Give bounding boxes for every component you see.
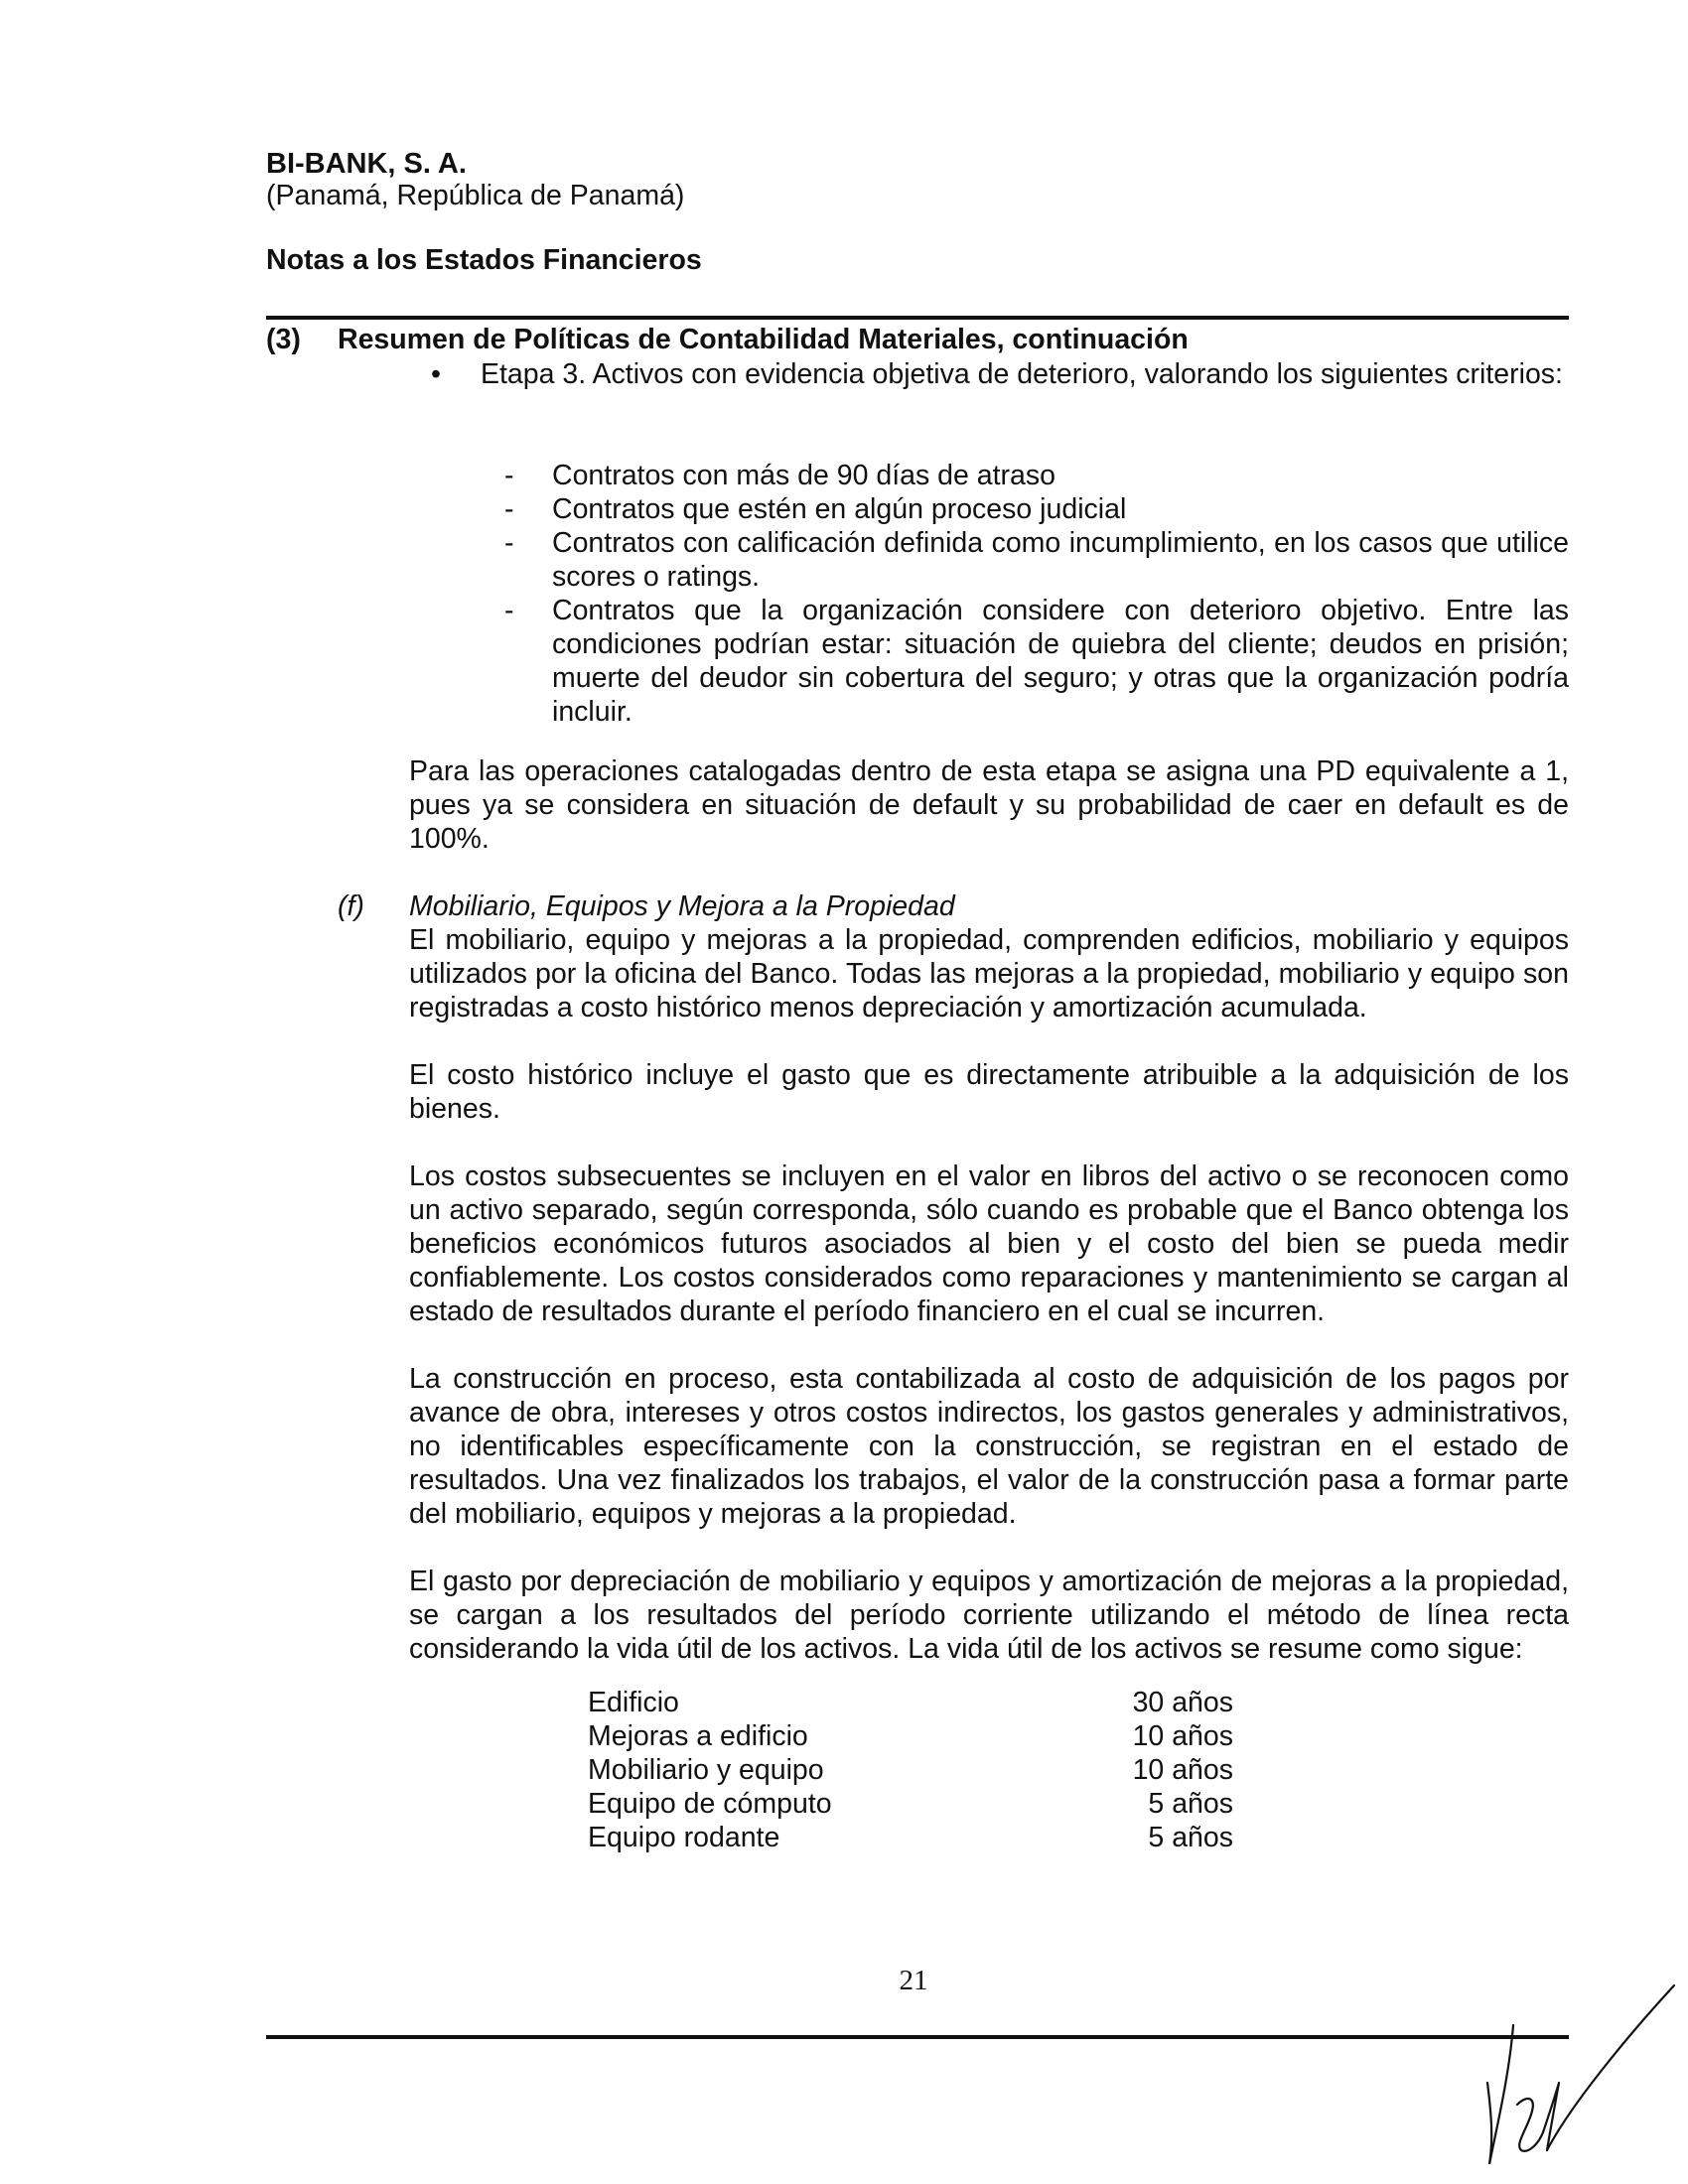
criteria-text: Contratos con más de 90 días de atraso bbox=[552, 460, 1055, 491]
stage3-pd-paragraph: Para las operaciones catalogadas dentro de esta etapa se asigna una PD equivalente a 1, pues ya se considera en situación de default y su probabilidad de caer en default es de 100%. bbox=[409, 755, 1569, 855]
criteria-text: Contratos con calificación definida como incumplimiento, en los casos que utilice scores o ratings. bbox=[552, 527, 1569, 593]
criteria-item bbox=[504, 594, 1569, 729]
asset-life: 5 años bbox=[1148, 1822, 1233, 1853]
signature-icon bbox=[1479, 1966, 1678, 2164]
paragraph: El costo histórico incluye el gasto que es directamente atribuible a la adquisición de los bienes. bbox=[409, 1059, 1569, 1125]
asset-name: Edificio bbox=[588, 1687, 679, 1718]
header-divider bbox=[266, 316, 1569, 320]
criteria-text: Contratos que estén en algún proceso judicial bbox=[552, 493, 1127, 525]
criteria-item bbox=[504, 459, 1569, 492]
paragraph: Los costos subsecuentes se incluyen en el valor en libros del activo o se reconocen como un activo separado, según corresponda, sólo cuando es probable que el Banco obtenga los beneficios económicos futuros asociados al bien y el costo del bien se pueda medir confiablemente. Los costos considerados como reparaciones y mantenimiento se cargan al estado de resultados durante el período financiero en el cual se incurren. bbox=[409, 1160, 1569, 1327]
dash-icon: - bbox=[504, 527, 514, 559]
section-title: Resumen de Políticas de Contabilidad Materiales, continuación bbox=[338, 324, 1189, 355]
table-row bbox=[588, 1787, 1233, 1821]
table-row bbox=[588, 1686, 1233, 1719]
asset-life: 10 años bbox=[1132, 1754, 1233, 1786]
document-title: Notas a los Estados Financieros bbox=[266, 244, 702, 276]
table-row bbox=[588, 1719, 1233, 1753]
subsection-letter: (f) bbox=[338, 890, 364, 922]
company-location: (Panamá, República de Panamá) bbox=[266, 180, 685, 211]
asset-life: 5 años bbox=[1148, 1788, 1233, 1820]
footer-divider bbox=[266, 2035, 1569, 2039]
page-number: 21 bbox=[899, 1965, 928, 1996]
asset-name: Equipo de cómputo bbox=[588, 1788, 832, 1820]
asset-life: 10 años bbox=[1132, 1720, 1233, 1752]
section-number: (3) bbox=[266, 324, 301, 355]
bullet-icon: • bbox=[431, 358, 441, 390]
company-name: BI-BANK, S. A. bbox=[266, 148, 467, 180]
stage3-description: Etapa 3. Activos con evidencia objetiva de deterioro, valorando los siguientes criterios: bbox=[481, 358, 1563, 390]
paragraph: La construcción en proceso, esta contabilizada al costo de adquisición de los pagos por avance de obra, intereses y otros costos indirectos, los gastos generales y administrativos, no identificables específicamente con la construcción, se registran en el estado de resultados. Una vez finalizados los trabajos, el valor de la construcción pasa a formar parte del mobiliario, equipos y mejoras a la propiedad. bbox=[409, 1363, 1569, 1530]
useful-life-table bbox=[588, 1686, 1233, 1854]
asset-life: 30 años bbox=[1132, 1687, 1233, 1718]
dash-icon: - bbox=[504, 460, 514, 491]
table-row bbox=[588, 1753, 1233, 1787]
paragraph: El gasto por depreciación de mobiliario y equipos y amortización de mejoras a la propiedad, se cargan a los resultados del período corriente utilizando el método de línea recta considerando la vida útil de los activos. La vida útil de los activos se resume como sigue: bbox=[409, 1566, 1569, 1665]
asset-name: Mobiliario y equipo bbox=[588, 1754, 824, 1786]
table-row bbox=[588, 1821, 1233, 1854]
paragraph: El mobiliario, equipo y mejoras a la propiedad, comprenden edificios, mobiliario y equipos utilizados por la oficina del Banco. Todas las mejoras a la propiedad, mobiliario y equipo son registradas a costo histórico menos depreciación y amortización acumulada. bbox=[409, 924, 1569, 1024]
asset-name: Mejoras a edificio bbox=[588, 1720, 808, 1752]
subsection-title: Mobiliario, Equipos y Mejora a la Propiedad bbox=[409, 890, 955, 922]
asset-name: Equipo rodante bbox=[588, 1822, 780, 1853]
criteria-text: Contratos que la organización considere con deterioro objetivo. Entre las condiciones podrían estar: situación de quiebra del cliente; deudos en prisión; muerte del deudor sin cobertura del seguro; y otras que la organización podría incluir. bbox=[552, 595, 1569, 728]
criteria-item bbox=[504, 492, 1569, 526]
stage3-criteria-list bbox=[504, 459, 1569, 729]
criteria-item bbox=[504, 526, 1569, 594]
dash-icon: - bbox=[504, 493, 514, 525]
dash-icon: - bbox=[504, 595, 514, 626]
